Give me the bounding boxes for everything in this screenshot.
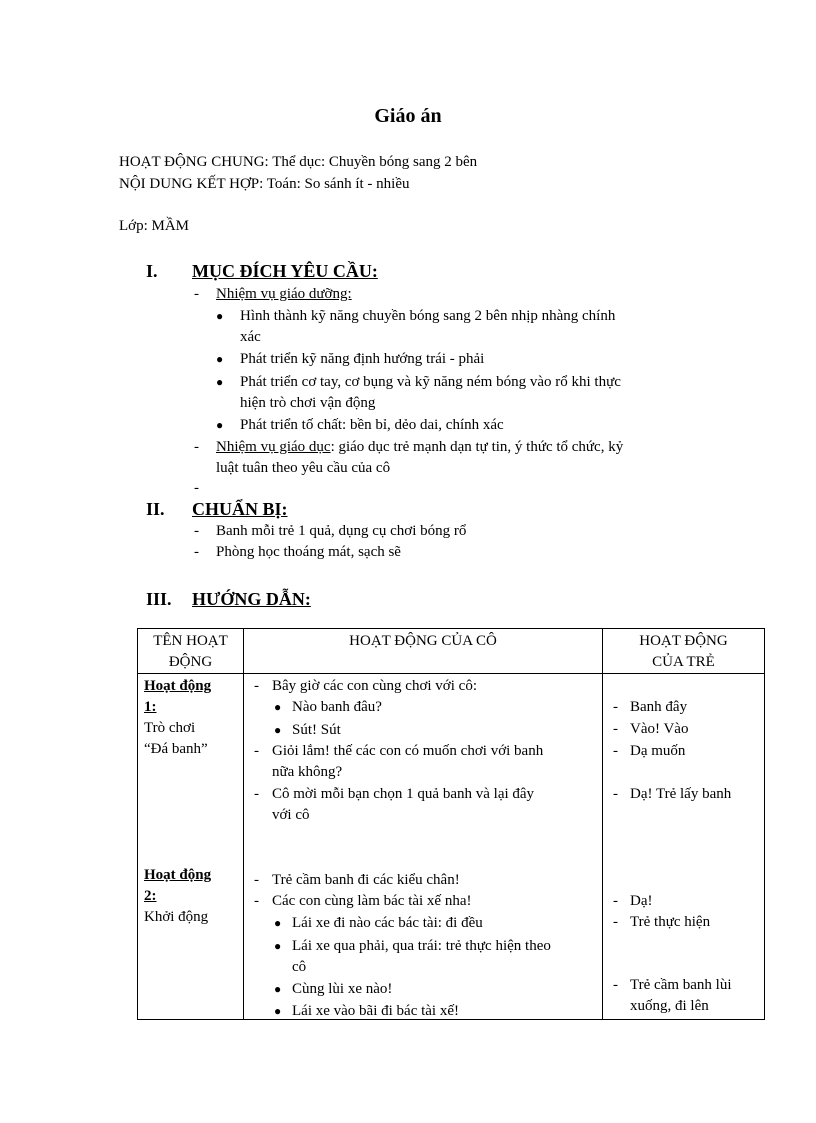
bullet-3-line-1: Phát triển cơ tay, cơ bụng và kỹ năng ném bóng vào rổ khi thực — [240, 374, 621, 390]
activity-2-name: Khởi động — [144, 909, 209, 925]
teacher-line: cô — [292, 959, 307, 975]
teacher-line: Các con cùng làm bác tài xế nha! — [272, 893, 472, 909]
teacher-line: Giỏi lắm! thế các con có muốn chơi với banh — [272, 743, 544, 759]
care-task-line-2: luật tuân theo yêu cầu của cô — [216, 460, 391, 476]
teacher-line: nữa không? — [272, 764, 343, 780]
bullet-dot: ● — [216, 309, 224, 323]
header-teacher-activity: HOẠT ĐỘNG CỦA CÔ — [244, 629, 603, 674]
bullet-1-line-1: Hình thành kỹ năng chuyền bóng sang 2 bên nhịp nhàng chính — [240, 308, 616, 324]
section-1-number: I. — [146, 261, 158, 281]
section-3-title: HƯỚNG DẪN: — [192, 589, 311, 609]
teacher-line: Cùng lùi xe nào! — [292, 981, 393, 997]
section-2-number: II. — [146, 499, 165, 519]
prep-item-1: Banh mỗi trẻ 1 quả, dụng cụ chơi bóng rổ — [216, 523, 467, 539]
content-label: NỘI DUNG KẾT HỢP: — [119, 176, 264, 192]
teacher-line: Cô mời mỗi bạn chọn 1 quả banh và lại đây — [272, 786, 535, 802]
dash: - — [194, 480, 199, 496]
child-line: Dạ muốn — [630, 743, 686, 759]
teacher-line: Nào banh đâu? — [292, 699, 382, 715]
child-line: Trẻ cầm banh lùi — [630, 977, 732, 993]
bullet-3-line-2: hiện trò chơi vận động — [240, 395, 376, 411]
bullet-4: Phát triển tố chất: bền bỉ, dẻo dai, chính xác — [240, 417, 504, 433]
header-child-activity: HOẠT ĐỘNG CỦA TRẺ — [603, 629, 765, 674]
child-line: xuống, đi lên — [630, 998, 709, 1014]
activity-1-title: Hoạt động — [144, 678, 212, 694]
child-line: Trẻ thực hiện — [630, 914, 711, 930]
class-line — [119, 216, 189, 237]
child-line: Dạ! Trẻ lấy banh — [630, 786, 732, 802]
dash: - — [194, 286, 199, 302]
care-task-line-1 — [216, 437, 623, 458]
dash: - — [194, 523, 199, 539]
bullet-1-line-2: xác — [240, 329, 261, 345]
edu-task-label: Nhiệm vụ giáo dưỡng: — [216, 286, 352, 302]
bullet-dot: ● — [216, 418, 224, 432]
bullet-dot: ● — [216, 352, 224, 366]
bullet-2: Phát triển kỹ năng định hướng trái - phải — [240, 351, 485, 367]
activity-line — [119, 152, 477, 173]
activity-name-cell — [138, 674, 244, 1020]
teacher-activity-cell: - Bây giờ các con cùng chơi với cô: ● Nào banh đâu? ● Sút! Sút - Giỏi lắm! thế các con có muốn chơi với banh nữa không? - Cô mời mỗi bạn chọn 1 quả banh và lại đây với cô - Trẻ cầm banh đi các kiểu chân! - Các con cùng làm bác tài xế nha! ● Lái xe đi nào các bác tài: đi đều ● Lái xe qua phải, qua trái: trẻ thực hiện theo cô ● Cùng lùi xe nào! ● Lái xe vào bãi đi bác tài xế! — [244, 674, 603, 1020]
teacher-line: Lái xe qua phải, qua trái: trẻ thực hiện theo — [292, 938, 551, 954]
teacher-line: Trẻ cầm banh đi các kiểu chân! — [272, 872, 460, 888]
page-title: Giáo án — [374, 105, 442, 127]
activity-2-number: 2: — [144, 888, 157, 904]
table-row — [138, 674, 765, 1020]
activity-1-game: “Đá banh” — [144, 741, 208, 757]
teacher-line: Bây giờ các con cùng chơi với cô: — [272, 678, 477, 694]
teacher-line: Sút! Sút — [292, 722, 341, 738]
activity-2-title: Hoạt động — [144, 867, 212, 883]
child-line: Vào! Vào — [630, 721, 689, 737]
teacher-line: Lái xe vào bãi đi bác tài xế! — [292, 1003, 460, 1019]
table-header-row — [138, 629, 765, 674]
dash: - — [194, 544, 199, 560]
teacher-line: với cô — [272, 807, 310, 823]
bullet-dot: ● — [216, 375, 224, 389]
section-3-number: III. — [146, 589, 172, 609]
class-value: MẦM — [151, 218, 190, 234]
lesson-table — [137, 628, 765, 1020]
activity-1-number: 1: — [144, 699, 157, 715]
prep-item-2: Phòng học thoáng mát, sạch sẽ — [216, 544, 401, 560]
section-1-title: MỤC ĐÍCH YÊU CẦU: — [192, 261, 378, 281]
child-activity-cell: - Banh đây - Vào! Vào - Dạ muốn - Dạ! Trẻ lấy banh - Dạ! - Trẻ thực hiện - Trẻ cầm banh lùi xuống, đi lên — [603, 674, 765, 1020]
activity-value: Thể dục: Chuyền bóng sang 2 bên — [272, 154, 478, 170]
activity-1-name: Trò chơi — [144, 720, 196, 736]
header-activity-name: TÊN HOẠT ĐỘNG — [138, 629, 244, 674]
dash: - — [194, 439, 199, 455]
activity-label: HOẠT ĐỘNG CHUNG: — [119, 154, 269, 170]
section-2-title: CHUẨN BỊ: — [192, 499, 288, 519]
teacher-line: Lái xe đi nào các bác tài: đi đều — [292, 915, 483, 931]
child-line: Dạ! — [630, 893, 653, 909]
care-task-text: : giáo dục trẻ mạnh dạn tự tin, ý thức tổ chức, kỷ — [330, 439, 624, 455]
content-value: Toán: So sánh ít - nhiều — [266, 176, 410, 192]
care-task-label: Nhiệm vụ giáo dục — [216, 439, 331, 455]
class-label: Lớp: — [119, 218, 148, 234]
child-line: Banh đây — [630, 699, 688, 715]
content-line — [119, 174, 409, 195]
